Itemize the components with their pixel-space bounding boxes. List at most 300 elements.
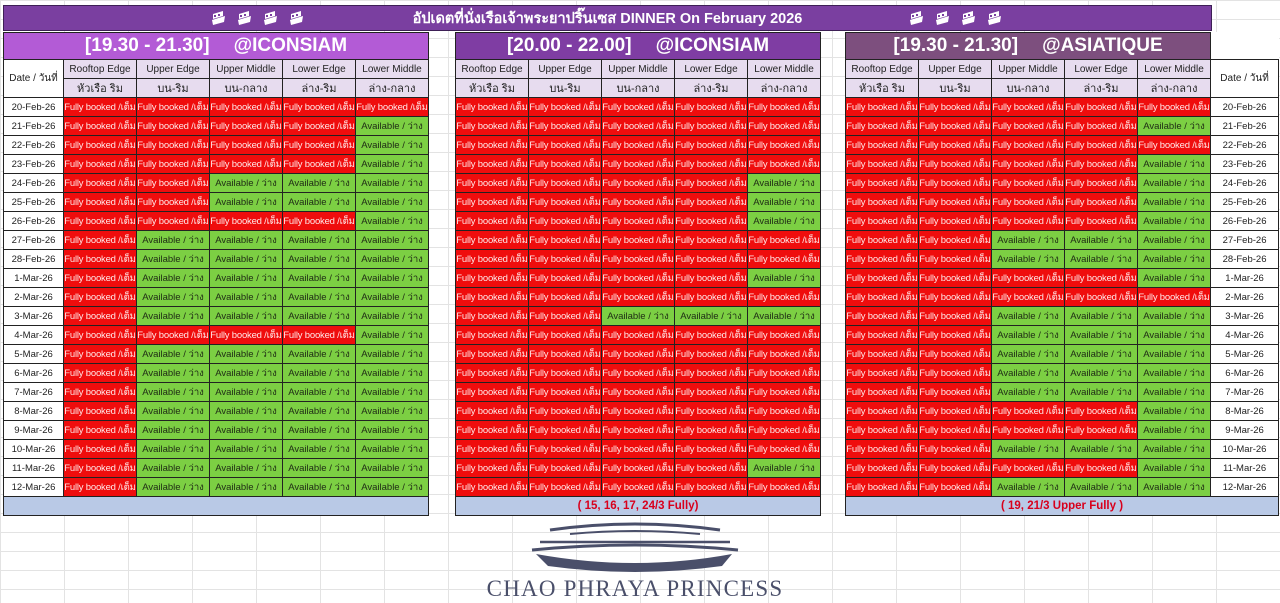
- fully-booked-cell[interactable]: Fully booked /เต็ม: [919, 383, 992, 402]
- fully-booked-cell[interactable]: Fully booked /เต็ม: [846, 231, 919, 250]
- zone-header[interactable]: Upper Middle: [210, 60, 283, 79]
- fully-booked-cell[interactable]: Fully booked /เต็ม: [210, 117, 283, 136]
- fully-booked-cell[interactable]: Fully booked /เต็ม: [1065, 98, 1138, 117]
- date-cell[interactable]: 5-Mar-26: [1211, 345, 1279, 364]
- zone-header[interactable]: Rooftop Edge: [64, 60, 137, 79]
- fully-booked-cell[interactable]: Fully booked /เต็ม: [675, 212, 748, 231]
- fully-booked-cell[interactable]: Fully booked /เต็ม: [992, 421, 1065, 440]
- fully-booked-cell[interactable]: Fully booked /เต็ม: [846, 98, 919, 117]
- date-cell[interactable]: 7-Mar-26: [4, 383, 64, 402]
- fully-booked-cell[interactable]: Fully booked /เต็ม: [602, 174, 675, 193]
- title-bar[interactable]: [3, 5, 1212, 31]
- fully-booked-cell[interactable]: Fully booked /เต็ม: [1138, 136, 1211, 155]
- fully-booked-cell[interactable]: Fully booked /เต็ม: [992, 117, 1065, 136]
- fully-booked-cell[interactable]: Fully booked /เต็ม: [529, 250, 602, 269]
- fully-booked-cell[interactable]: Fully booked /เต็ม: [456, 269, 529, 288]
- date-cell[interactable]: 7-Mar-26: [1211, 383, 1279, 402]
- fully-booked-cell[interactable]: Fully booked /เต็ม: [529, 364, 602, 383]
- available-cell[interactable]: Available / ว่าง: [1138, 307, 1211, 326]
- fully-booked-cell[interactable]: Fully booked /เต็ม: [602, 212, 675, 231]
- available-cell[interactable]: Available / ว่าง: [137, 421, 210, 440]
- date-cell[interactable]: 10-Mar-26: [4, 440, 64, 459]
- fully-booked-cell[interactable]: Fully booked /เต็ม: [64, 193, 137, 212]
- available-cell[interactable]: Available / ว่าง: [137, 402, 210, 421]
- fully-booked-cell[interactable]: Fully booked /เต็ม: [675, 440, 748, 459]
- date-cell[interactable]: 2-Mar-26: [1211, 288, 1279, 307]
- fully-booked-cell[interactable]: Fully booked /เต็ม: [137, 117, 210, 136]
- available-cell[interactable]: Available / ว่าง: [210, 307, 283, 326]
- fully-booked-cell[interactable]: Fully booked /เต็ม: [846, 383, 919, 402]
- fully-booked-cell[interactable]: Fully booked /เต็ม: [529, 326, 602, 345]
- available-cell[interactable]: Available / ว่าง: [602, 307, 675, 326]
- available-cell[interactable]: Available / ว่าง: [137, 383, 210, 402]
- available-cell[interactable]: Available / ว่าง: [1138, 364, 1211, 383]
- available-cell[interactable]: Available / ว่าง: [283, 193, 356, 212]
- date-cell[interactable]: 25-Feb-26: [1211, 193, 1279, 212]
- fully-booked-cell[interactable]: Fully booked /เต็ม: [456, 421, 529, 440]
- available-cell[interactable]: Available / ว่าง: [1138, 269, 1211, 288]
- fully-booked-cell[interactable]: Fully booked /เต็ม: [529, 478, 602, 497]
- fully-booked-cell[interactable]: Fully booked /เต็ม: [1065, 193, 1138, 212]
- fully-booked-cell[interactable]: Fully booked /เต็ม: [456, 250, 529, 269]
- date-cell[interactable]: 21-Feb-26: [1211, 117, 1279, 136]
- fully-booked-cell[interactable]: Fully booked /เต็ม: [992, 98, 1065, 117]
- fully-booked-cell[interactable]: Fully booked /เต็ม: [919, 269, 992, 288]
- available-cell[interactable]: Available / ว่าง: [748, 174, 821, 193]
- fully-booked-cell[interactable]: Fully booked /เต็ม: [137, 136, 210, 155]
- fully-booked-cell[interactable]: Fully booked /เต็ม: [64, 174, 137, 193]
- available-cell[interactable]: Available / ว่าง: [356, 269, 429, 288]
- fully-booked-cell[interactable]: Fully booked /เต็ม: [1065, 174, 1138, 193]
- date-cell[interactable]: 3-Mar-26: [4, 307, 64, 326]
- fully-booked-cell[interactable]: Fully booked /เต็ม: [1065, 402, 1138, 421]
- fully-booked-cell[interactable]: Fully booked /เต็ม: [602, 136, 675, 155]
- fully-booked-cell[interactable]: Fully booked /เต็ม: [529, 307, 602, 326]
- fully-booked-cell[interactable]: Fully booked /เต็ม: [748, 421, 821, 440]
- available-cell[interactable]: Available / ว่าง: [210, 250, 283, 269]
- zone-header-thai[interactable]: ล่าง-ริม: [283, 79, 356, 98]
- available-cell[interactable]: Available / ว่าง: [992, 345, 1065, 364]
- fully-booked-cell[interactable]: Fully booked /เต็ม: [456, 326, 529, 345]
- fully-booked-cell[interactable]: Fully booked /เต็ม: [456, 117, 529, 136]
- fully-booked-cell[interactable]: Fully booked /เต็ม: [456, 174, 529, 193]
- fully-booked-cell[interactable]: Fully booked /เต็ม: [1065, 288, 1138, 307]
- fully-booked-cell[interactable]: Fully booked /เต็ม: [846, 421, 919, 440]
- fully-booked-cell[interactable]: Fully booked /เต็ม: [602, 383, 675, 402]
- fully-booked-cell[interactable]: Fully booked /เต็ม: [992, 459, 1065, 478]
- fully-booked-cell[interactable]: Fully booked /เต็ม: [846, 117, 919, 136]
- fully-booked-cell[interactable]: Fully booked /เต็ม: [602, 231, 675, 250]
- date-cell[interactable]: 26-Feb-26: [1211, 212, 1279, 231]
- available-cell[interactable]: Available / ว่าง: [356, 440, 429, 459]
- section-title[interactable]: [846, 33, 1211, 60]
- fully-booked-cell[interactable]: Fully booked /เต็ม: [602, 421, 675, 440]
- date-cell[interactable]: 4-Mar-26: [4, 326, 64, 345]
- available-cell[interactable]: Available / ว่าง: [992, 307, 1065, 326]
- fully-booked-cell[interactable]: Fully booked /เต็ม: [64, 421, 137, 440]
- available-cell[interactable]: Available / ว่าง: [137, 250, 210, 269]
- fully-booked-cell[interactable]: Fully booked /เต็ม: [675, 364, 748, 383]
- fully-booked-cell[interactable]: Fully booked /เต็ม: [992, 193, 1065, 212]
- fully-booked-cell[interactable]: Fully booked /เต็ม: [456, 136, 529, 155]
- available-cell[interactable]: Available / ว่าง: [1065, 231, 1138, 250]
- fully-booked-cell[interactable]: Fully booked /เต็ม: [64, 288, 137, 307]
- fully-booked-cell[interactable]: Fully booked /เต็ม: [210, 326, 283, 345]
- available-cell[interactable]: Available / ว่าง: [992, 326, 1065, 345]
- fully-booked-cell[interactable]: Fully booked /เต็ม: [919, 326, 992, 345]
- fully-booked-cell[interactable]: Fully booked /เต็ม: [64, 440, 137, 459]
- date-cell[interactable]: 11-Mar-26: [1211, 459, 1279, 478]
- fully-booked-cell[interactable]: Fully booked /เต็ม: [529, 345, 602, 364]
- fully-booked-cell[interactable]: Fully booked /เต็ม: [283, 117, 356, 136]
- zone-header[interactable]: Lower Middle: [356, 60, 429, 79]
- date-cell[interactable]: 22-Feb-26: [4, 136, 64, 155]
- fully-booked-cell[interactable]: Fully booked /เต็ม: [1065, 459, 1138, 478]
- fully-booked-cell[interactable]: Fully booked /เต็ม: [919, 250, 992, 269]
- available-cell[interactable]: Available / ว่าง: [283, 250, 356, 269]
- fully-booked-cell[interactable]: Fully booked /เต็ม: [992, 136, 1065, 155]
- available-cell[interactable]: Available / ว่าง: [210, 269, 283, 288]
- available-cell[interactable]: Available / ว่าง: [1138, 345, 1211, 364]
- fully-booked-cell[interactable]: Fully booked /เต็ม: [602, 326, 675, 345]
- date-cell[interactable]: 23-Feb-26: [4, 155, 64, 174]
- fully-booked-cell[interactable]: Fully booked /เต็ม: [64, 402, 137, 421]
- available-cell[interactable]: Available / ว่าง: [1065, 345, 1138, 364]
- available-cell[interactable]: Available / ว่าง: [748, 193, 821, 212]
- fully-booked-cell[interactable]: Fully booked /เต็ม: [675, 383, 748, 402]
- fully-booked-cell[interactable]: Fully booked /เต็ม: [748, 98, 821, 117]
- fully-booked-cell[interactable]: Fully booked /เต็ม: [846, 174, 919, 193]
- fully-booked-cell[interactable]: Fully booked /เต็ม: [1065, 269, 1138, 288]
- available-cell[interactable]: Available / ว่าง: [356, 231, 429, 250]
- fully-booked-cell[interactable]: Fully booked /เต็ม: [919, 174, 992, 193]
- fully-booked-cell[interactable]: Fully booked /เต็ม: [846, 364, 919, 383]
- fully-booked-cell[interactable]: Fully booked /เต็ม: [748, 155, 821, 174]
- fully-booked-cell[interactable]: Fully booked /เต็ม: [919, 155, 992, 174]
- fully-booked-cell[interactable]: Fully booked /เต็ม: [137, 326, 210, 345]
- available-cell[interactable]: Available / ว่าง: [356, 326, 429, 345]
- fully-booked-cell[interactable]: Fully booked /เต็ม: [137, 155, 210, 174]
- available-cell[interactable]: Available / ว่าง: [748, 269, 821, 288]
- fully-booked-cell[interactable]: Fully booked /เต็ม: [529, 421, 602, 440]
- fully-booked-cell[interactable]: Fully booked /เต็ม: [602, 98, 675, 117]
- available-cell[interactable]: Available / ว่าง: [210, 383, 283, 402]
- fully-booked-cell[interactable]: Fully booked /เต็ม: [919, 345, 992, 364]
- fully-booked-cell[interactable]: Fully booked /เต็ม: [846, 307, 919, 326]
- available-cell[interactable]: Available / ว่าง: [1065, 478, 1138, 497]
- zone-header-thai[interactable]: บน-ริม: [919, 79, 992, 98]
- available-cell[interactable]: Available / ว่าง: [1138, 250, 1211, 269]
- fully-booked-cell[interactable]: Fully booked /เต็ม: [456, 440, 529, 459]
- fully-booked-cell[interactable]: Fully booked /เต็ม: [919, 478, 992, 497]
- fully-booked-cell[interactable]: Fully booked /เต็ม: [992, 212, 1065, 231]
- fully-booked-cell[interactable]: Fully booked /เต็ม: [1065, 117, 1138, 136]
- date-cell[interactable]: 10-Mar-26: [1211, 440, 1279, 459]
- available-cell[interactable]: Available / ว่าง: [1138, 117, 1211, 136]
- fully-booked-cell[interactable]: Fully booked /เต็ม: [210, 155, 283, 174]
- fully-booked-cell[interactable]: Fully booked /เต็ม: [748, 136, 821, 155]
- fully-booked-cell[interactable]: Fully booked /เต็ม: [846, 459, 919, 478]
- fully-booked-cell[interactable]: Fully booked /เต็ม: [992, 174, 1065, 193]
- fully-booked-cell[interactable]: Fully booked /เต็ม: [1065, 421, 1138, 440]
- date-cell[interactable]: 9-Mar-26: [1211, 421, 1279, 440]
- footer-note[interactable]: [4, 497, 429, 516]
- fully-booked-cell[interactable]: Fully booked /เต็ม: [675, 288, 748, 307]
- zone-header[interactable]: Rooftop Edge: [846, 60, 919, 79]
- fully-booked-cell[interactable]: Fully booked /เต็ม: [919, 231, 992, 250]
- date-cell[interactable]: 21-Feb-26: [4, 117, 64, 136]
- available-cell[interactable]: Available / ว่าง: [210, 364, 283, 383]
- fully-booked-cell[interactable]: Fully booked /เต็ม: [529, 459, 602, 478]
- fully-booked-cell[interactable]: Fully booked /เต็ม: [675, 117, 748, 136]
- fully-booked-cell[interactable]: Fully booked /เต็ม: [602, 288, 675, 307]
- fully-booked-cell[interactable]: Fully booked /เต็ม: [64, 459, 137, 478]
- zone-header[interactable]: Lower Middle: [1138, 60, 1211, 79]
- fully-booked-cell[interactable]: Fully booked /เต็ม: [529, 212, 602, 231]
- fully-booked-cell[interactable]: Fully booked /เต็ม: [992, 269, 1065, 288]
- available-cell[interactable]: Available / ว่าง: [356, 136, 429, 155]
- fully-booked-cell[interactable]: Fully booked /เต็ม: [748, 288, 821, 307]
- fully-booked-cell[interactable]: Fully booked /เต็ม: [456, 98, 529, 117]
- available-cell[interactable]: Available / ว่าง: [1065, 440, 1138, 459]
- fully-booked-cell[interactable]: Fully booked /เต็ม: [456, 155, 529, 174]
- zone-header[interactable]: Upper Middle: [602, 60, 675, 79]
- fully-booked-cell[interactable]: Fully booked /เต็ม: [137, 212, 210, 231]
- date-cell[interactable]: 5-Mar-26: [4, 345, 64, 364]
- zone-header-thai[interactable]: ล่าง-กลาง: [356, 79, 429, 98]
- available-cell[interactable]: Available / ว่าง: [1065, 326, 1138, 345]
- fully-booked-cell[interactable]: Fully booked /เต็ม: [846, 440, 919, 459]
- fully-booked-cell[interactable]: Fully booked /เต็ม: [919, 193, 992, 212]
- date-cell[interactable]: 8-Mar-26: [4, 402, 64, 421]
- zone-header[interactable]: Lower Edge: [1065, 60, 1138, 79]
- fully-booked-cell[interactable]: Fully booked /เต็ม: [137, 193, 210, 212]
- date-cell[interactable]: 1-Mar-26: [4, 269, 64, 288]
- zone-header-thai[interactable]: บน-ริม: [137, 79, 210, 98]
- fully-booked-cell[interactable]: Fully booked /เต็ม: [748, 231, 821, 250]
- fully-booked-cell[interactable]: Fully booked /เต็ม: [456, 478, 529, 497]
- available-cell[interactable]: Available / ว่าง: [137, 307, 210, 326]
- zone-header-thai[interactable]: บน-กลาง: [992, 79, 1065, 98]
- fully-booked-cell[interactable]: Fully booked /เต็ม: [919, 402, 992, 421]
- available-cell[interactable]: Available / ว่าง: [210, 231, 283, 250]
- available-cell[interactable]: Available / ว่าง: [137, 478, 210, 497]
- available-cell[interactable]: Available / ว่าง: [992, 250, 1065, 269]
- date-cell[interactable]: 3-Mar-26: [1211, 307, 1279, 326]
- available-cell[interactable]: Available / ว่าง: [992, 364, 1065, 383]
- fully-booked-cell[interactable]: Fully booked /เต็ม: [1138, 288, 1211, 307]
- zone-header[interactable]: Upper Middle: [992, 60, 1065, 79]
- zone-header-thai[interactable]: ล่าง-กลาง: [748, 79, 821, 98]
- fully-booked-cell[interactable]: Fully booked /เต็ม: [456, 231, 529, 250]
- date-cell[interactable]: 4-Mar-26: [1211, 326, 1279, 345]
- available-cell[interactable]: Available / ว่าง: [356, 307, 429, 326]
- fully-booked-cell[interactable]: Fully booked /เต็ม: [748, 364, 821, 383]
- zone-header-thai[interactable]: ล่าง-กลาง: [1138, 79, 1211, 98]
- fully-booked-cell[interactable]: Fully booked /เต็ม: [919, 288, 992, 307]
- fully-booked-cell[interactable]: Fully booked /เต็ม: [602, 250, 675, 269]
- fully-booked-cell[interactable]: Fully booked /เต็ม: [675, 231, 748, 250]
- fully-booked-cell[interactable]: Fully booked /เต็ม: [846, 212, 919, 231]
- available-cell[interactable]: Available / ว่าง: [137, 231, 210, 250]
- fully-booked-cell[interactable]: Fully booked /เต็ม: [64, 307, 137, 326]
- fully-booked-cell[interactable]: Fully booked /เต็ม: [529, 174, 602, 193]
- fully-booked-cell[interactable]: Fully booked /เต็ม: [456, 402, 529, 421]
- zone-header-thai[interactable]: ล่าง-ริม: [675, 79, 748, 98]
- available-cell[interactable]: Available / ว่าง: [992, 440, 1065, 459]
- available-cell[interactable]: Available / ว่าง: [356, 383, 429, 402]
- date-cell[interactable]: 26-Feb-26: [4, 212, 64, 231]
- zone-header[interactable]: Upper Edge: [529, 60, 602, 79]
- fully-booked-cell[interactable]: Fully booked /เต็ม: [919, 212, 992, 231]
- fully-booked-cell[interactable]: Fully booked /เต็ม: [675, 478, 748, 497]
- fully-booked-cell[interactable]: Fully booked /เต็ม: [283, 326, 356, 345]
- fully-booked-cell[interactable]: Fully booked /เต็ม: [992, 402, 1065, 421]
- fully-booked-cell[interactable]: Fully booked /เต็ม: [748, 117, 821, 136]
- fully-booked-cell[interactable]: Fully booked /เต็ม: [602, 402, 675, 421]
- fully-booked-cell[interactable]: Fully booked /เต็ม: [64, 345, 137, 364]
- date-cell[interactable]: 9-Mar-26: [4, 421, 64, 440]
- available-cell[interactable]: Available / ว่าง: [137, 440, 210, 459]
- available-cell[interactable]: Available / ว่าง: [210, 478, 283, 497]
- fully-booked-cell[interactable]: Fully booked /เต็ม: [64, 364, 137, 383]
- date-cell[interactable]: 22-Feb-26: [1211, 136, 1279, 155]
- available-cell[interactable]: Available / ว่าง: [675, 307, 748, 326]
- date-cell[interactable]: 20-Feb-26: [1211, 98, 1279, 117]
- fully-booked-cell[interactable]: Fully booked /เต็ม: [64, 231, 137, 250]
- section-title[interactable]: [4, 33, 429, 60]
- available-cell[interactable]: Available / ว่าง: [210, 193, 283, 212]
- fully-booked-cell[interactable]: Fully booked /เต็ม: [456, 383, 529, 402]
- fully-booked-cell[interactable]: Fully booked /เต็ม: [602, 459, 675, 478]
- fully-booked-cell[interactable]: Fully booked /เต็ม: [1065, 212, 1138, 231]
- fully-booked-cell[interactable]: Fully booked /เต็ม: [919, 117, 992, 136]
- fully-booked-cell[interactable]: Fully booked /เต็ม: [529, 269, 602, 288]
- available-cell[interactable]: Available / ว่าง: [210, 459, 283, 478]
- fully-booked-cell[interactable]: Fully booked /เต็ม: [456, 307, 529, 326]
- fully-booked-cell[interactable]: Fully booked /เต็ม: [456, 459, 529, 478]
- available-cell[interactable]: Available / ว่าง: [283, 383, 356, 402]
- fully-booked-cell[interactable]: Fully booked /เต็ม: [64, 98, 137, 117]
- zone-header[interactable]: Upper Edge: [137, 60, 210, 79]
- fully-booked-cell[interactable]: Fully booked /เต็ม: [529, 440, 602, 459]
- fully-booked-cell[interactable]: Fully booked /เต็ม: [1138, 98, 1211, 117]
- fully-booked-cell[interactable]: Fully booked /เต็ม: [64, 136, 137, 155]
- available-cell[interactable]: Available / ว่าง: [283, 231, 356, 250]
- date-cell[interactable]: 11-Mar-26: [4, 459, 64, 478]
- available-cell[interactable]: Available / ว่าง: [210, 402, 283, 421]
- footer-note[interactable]: ( 19, 21/3 Upper Fully ): [846, 497, 1279, 516]
- fully-booked-cell[interactable]: Fully booked /เต็ม: [919, 364, 992, 383]
- zone-header-thai[interactable]: บน-ริม: [529, 79, 602, 98]
- available-cell[interactable]: Available / ว่าง: [748, 212, 821, 231]
- fully-booked-cell[interactable]: Fully booked /เต็ม: [456, 212, 529, 231]
- zone-header-thai[interactable]: บน-กลาง: [210, 79, 283, 98]
- available-cell[interactable]: Available / ว่าง: [137, 288, 210, 307]
- available-cell[interactable]: Available / ว่าง: [356, 174, 429, 193]
- zone-header[interactable]: Lower Edge: [675, 60, 748, 79]
- available-cell[interactable]: Available / ว่าง: [283, 402, 356, 421]
- fully-booked-cell[interactable]: Fully booked /เต็ม: [602, 155, 675, 174]
- available-cell[interactable]: Available / ว่าง: [1138, 326, 1211, 345]
- fully-booked-cell[interactable]: Fully booked /เต็ม: [675, 345, 748, 364]
- fully-booked-cell[interactable]: Fully booked /เต็ม: [675, 250, 748, 269]
- available-cell[interactable]: Available / ว่าง: [137, 269, 210, 288]
- fully-booked-cell[interactable]: Fully booked /เต็ม: [675, 155, 748, 174]
- available-cell[interactable]: Available / ว่าง: [356, 421, 429, 440]
- available-cell[interactable]: Available / ว่าง: [1065, 364, 1138, 383]
- available-cell[interactable]: Available / ว่าง: [992, 478, 1065, 497]
- zone-header[interactable]: Lower Middle: [748, 60, 821, 79]
- available-cell[interactable]: Available / ว่าง: [1138, 383, 1211, 402]
- available-cell[interactable]: Available / ว่าง: [283, 269, 356, 288]
- fully-booked-cell[interactable]: Fully booked /เต็ม: [529, 231, 602, 250]
- zone-header-thai[interactable]: บน-กลาง: [602, 79, 675, 98]
- fully-booked-cell[interactable]: Fully booked /เต็ม: [675, 193, 748, 212]
- available-cell[interactable]: Available / ว่าง: [283, 478, 356, 497]
- fully-booked-cell[interactable]: Fully booked /เต็ม: [602, 193, 675, 212]
- fully-booked-cell[interactable]: Fully booked /เต็ม: [675, 402, 748, 421]
- date-cell[interactable]: 27-Feb-26: [1211, 231, 1279, 250]
- available-cell[interactable]: Available / ว่าง: [283, 174, 356, 193]
- date-cell[interactable]: 2-Mar-26: [4, 288, 64, 307]
- fully-booked-cell[interactable]: Fully booked /เต็ม: [919, 459, 992, 478]
- available-cell[interactable]: Available / ว่าง: [356, 364, 429, 383]
- fully-booked-cell[interactable]: Fully booked /เต็ม: [675, 136, 748, 155]
- fully-booked-cell[interactable]: Fully booked /เต็ม: [748, 345, 821, 364]
- available-cell[interactable]: Available / ว่าง: [356, 193, 429, 212]
- available-cell[interactable]: Available / ว่าง: [356, 345, 429, 364]
- fully-booked-cell[interactable]: Fully booked /เต็ม: [919, 307, 992, 326]
- date-cell[interactable]: 24-Feb-26: [4, 174, 64, 193]
- available-cell[interactable]: Available / ว่าง: [1138, 231, 1211, 250]
- available-cell[interactable]: Available / ว่าง: [210, 288, 283, 307]
- fully-booked-cell[interactable]: Fully booked /เต็ม: [846, 269, 919, 288]
- available-cell[interactable]: Available / ว่าง: [283, 288, 356, 307]
- fully-booked-cell[interactable]: Fully booked /เต็ม: [846, 250, 919, 269]
- fully-booked-cell[interactable]: Fully booked /เต็ม: [602, 364, 675, 383]
- fully-booked-cell[interactable]: Fully booked /เต็ม: [456, 364, 529, 383]
- fully-booked-cell[interactable]: Fully booked /เต็ม: [64, 155, 137, 174]
- fully-booked-cell[interactable]: Fully booked /เต็ม: [456, 288, 529, 307]
- available-cell[interactable]: Available / ว่าง: [1138, 174, 1211, 193]
- available-cell[interactable]: Available / ว่าง: [137, 459, 210, 478]
- fully-booked-cell[interactable]: Fully booked /เต็ม: [64, 269, 137, 288]
- fully-booked-cell[interactable]: Fully booked /เต็ม: [64, 383, 137, 402]
- available-cell[interactable]: Available / ว่าง: [1138, 193, 1211, 212]
- section-title[interactable]: [456, 33, 821, 60]
- fully-booked-cell[interactable]: Fully booked /เต็ม: [602, 269, 675, 288]
- date-cell[interactable]: 12-Mar-26: [1211, 478, 1279, 497]
- date-cell[interactable]: 6-Mar-26: [1211, 364, 1279, 383]
- available-cell[interactable]: Available / ว่าง: [210, 421, 283, 440]
- available-cell[interactable]: Available / ว่าง: [283, 345, 356, 364]
- fully-booked-cell[interactable]: Fully booked /เต็ม: [356, 98, 429, 117]
- available-cell[interactable]: Available / ว่าง: [356, 402, 429, 421]
- date-cell[interactable]: 28-Feb-26: [4, 250, 64, 269]
- fully-booked-cell[interactable]: Fully booked /เต็ม: [919, 136, 992, 155]
- available-cell[interactable]: Available / ว่าง: [1138, 440, 1211, 459]
- fully-booked-cell[interactable]: Fully booked /เต็ม: [675, 98, 748, 117]
- available-cell[interactable]: Available / ว่าง: [283, 364, 356, 383]
- date-cell[interactable]: 28-Feb-26: [1211, 250, 1279, 269]
- fully-booked-cell[interactable]: Fully booked /เต็ม: [283, 155, 356, 174]
- date-cell[interactable]: 23-Feb-26: [1211, 155, 1279, 174]
- fully-booked-cell[interactable]: Fully booked /เต็ม: [64, 250, 137, 269]
- available-cell[interactable]: Available / ว่าง: [356, 459, 429, 478]
- fully-booked-cell[interactable]: Fully booked /เต็ม: [456, 345, 529, 364]
- available-cell[interactable]: Available / ว่าง: [283, 307, 356, 326]
